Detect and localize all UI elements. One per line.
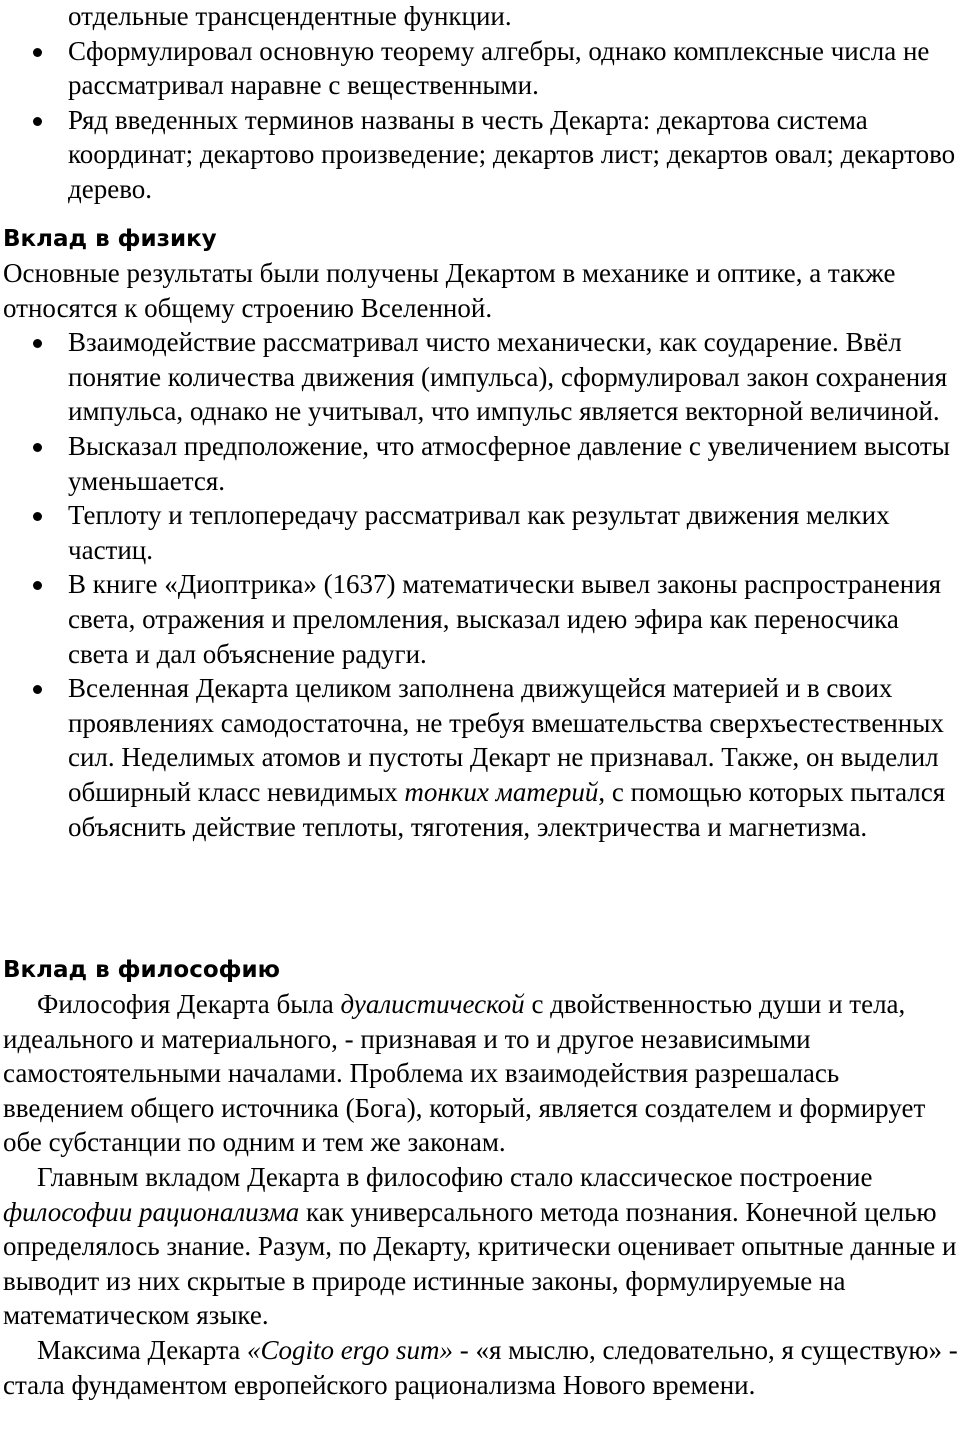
physics-section <box>0 222 960 844</box>
philosophy-section <box>0 953 960 1402</box>
list-item-text: Вселенная Декарта целиком заполнена движущейся материей и в своих проявлениях самодостаточна, не требуя вмешательства сверхъестественных сил. Неделимых атомов и пустоты Декарт не признавал. Также, он выделил обширный класс невидимых <box>68 673 944 807</box>
section-heading: Вклад в философию <box>3 957 280 983</box>
paragraph-text: Главным вкладом Декарта в философию стало классическое построение <box>37 1161 873 1192</box>
list-item-text: Теплоту и теплопередачу рассматривал как результат движения мелких частиц. <box>68 500 890 565</box>
section-intro: Основные результаты были получены Декартом в механике и оптике, а также относятся к общему строению Вселенной. <box>3 258 896 323</box>
list-item <box>0 567 960 671</box>
paragraph <box>0 1333 960 1402</box>
list-item <box>0 671 960 844</box>
italic-term: «Cogito ergo sum» <box>246 1334 453 1365</box>
list-item-text: Высказал предположение, что атмосферное давление с увеличением высоты уменьшается. <box>68 430 950 496</box>
paragraph-text: Философия Декарта была <box>37 989 341 1019</box>
list-item-text: В книге «Диоптрика» (1637) математически вывел законы распространения света, отражения и преломления, высказал идею эфира как переносчика света и дал объяснение радуги. <box>68 569 942 669</box>
list-item-text: Взаимодействие рассматривал чисто механически, как соударение. Ввёл понятие количества движения (импульса), сформулировал закон сохранения импульса, однако не учитывал, что импульс является векторной величиной. <box>68 327 948 427</box>
bullet-icon <box>33 685 42 694</box>
bullet-icon <box>33 443 42 452</box>
list-item <box>0 498 960 567</box>
bullet-icon <box>33 48 42 57</box>
bullet-icon <box>33 581 42 590</box>
paragraph-text: с двойственностью души и тела, идеального и материального, - признавая и то и другое независимыми самостоятельными началами. Проблема их взаимодействия разрешалась введением общего источника (Бога), который, является создателем и формирует обе субстанции по одним и тем же законам. <box>3 989 926 1158</box>
bullet-icon <box>33 117 42 126</box>
list-item <box>0 103 960 207</box>
math-bullet-list <box>0 34 960 207</box>
paragraph <box>0 987 960 1160</box>
list-item <box>0 325 960 429</box>
list-item-text: Ряд введенных терминов названы в честь Декарта: декартова система координат; декартово произведение; декартов лист; декартов овал; декартово дерево. <box>68 104 956 204</box>
math-list-continuation <box>0 0 960 207</box>
physics-bullet-list <box>0 325 960 844</box>
list-item-text: Сформулировал основную теорему алгебры, однако комплексные числа не рассматривал наравне с вещественными. <box>68 35 930 101</box>
list-item <box>0 34 960 103</box>
section-heading: Вклад в физику <box>3 226 217 252</box>
italic-term: философии рационализма <box>3 1196 300 1227</box>
list-item-tail <box>0 0 960 34</box>
bullet-icon <box>33 512 42 521</box>
list-item <box>0 429 960 498</box>
bullet-icon <box>33 339 42 348</box>
paragraph-text: Максима Декарта <box>37 1334 247 1365</box>
list-item-text: отдельные трансцендентные функции. <box>68 1 512 31</box>
paragraph-text: как универсального метода познания. Конечной целью определялось знание. Разум, по Декарту, критически оценивает опытные данные и выводит из них скрытые в природе истинные законы, формулируемые на математическом языке. <box>3 1196 957 1331</box>
italic-term: тонких материй <box>404 776 599 807</box>
paragraph-text: - «я мыслю, следовательно, я существую» - стала фундаментом европейского рационализма Нового времени. <box>3 1334 958 1400</box>
list-item-text: , с помощью которых пытался объяснить действие теплоты, тяготения, электричества и магнетизма. <box>68 776 946 842</box>
italic-term: дуалистической <box>340 989 525 1019</box>
paragraph <box>0 1160 960 1333</box>
